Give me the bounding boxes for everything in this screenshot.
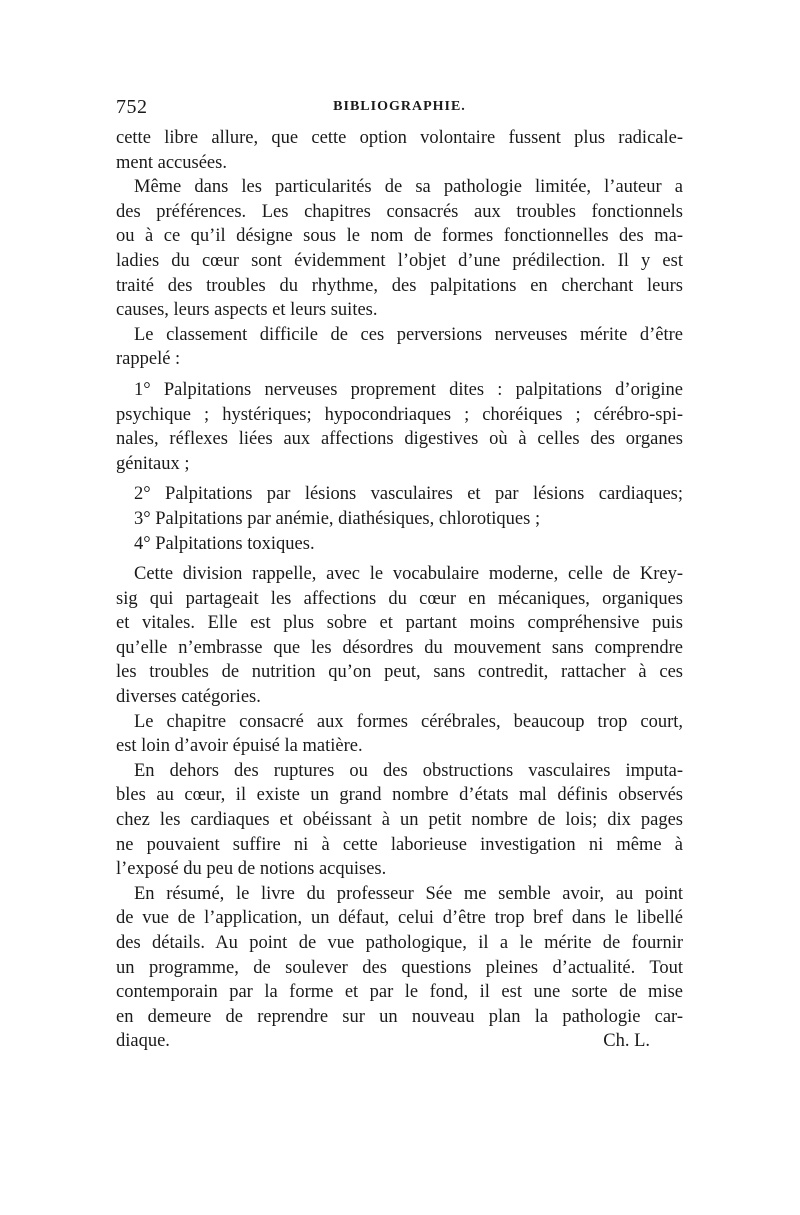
text-line: l’exposé du peu de notions acquises. [116, 859, 387, 880]
text-line: ne pouvaient suffire ni à cette laborieuse investigation ni même à [116, 834, 683, 855]
text-line: cette libre allure, que cette option volontaire fussent plus radicale- [116, 128, 683, 148]
text-line: Le classement difficile de ces perversions nerveuses mérite d’être [134, 324, 683, 345]
text-line: En résumé, le livre du professeur Sée me semble avoir, au point [134, 883, 683, 904]
text-line: un programme, de soulever des questions pleines d’actualité. Tout [116, 957, 683, 978]
text-line: rappelé : [116, 349, 181, 370]
text-line: chez les cardiaques et obéissant à un petit nombre de lois; dix pages [116, 810, 683, 831]
text-line: en demeure de reprendre sur un nouveau plan la pathologie car- [116, 1006, 683, 1027]
text-line: qu’elle n’embrasse que les désordres du mouvement sans comprendre [116, 637, 683, 658]
list-item: 2° Palpitations par lésions vasculaires et par lésions cardiaques; [134, 484, 683, 505]
text-line: bles au cœur, il existe un grand nombre d’états mal définis observés [116, 785, 683, 806]
text-line: ou à ce qu’il désigne sous le nom de formes fonctionnelles des ma- [116, 226, 683, 247]
text-line: Même dans les particularités de sa pathologie limitée, l’auteur a [134, 177, 683, 198]
author-signature: Ch. L. [603, 1031, 650, 1052]
text-line: causes, leurs aspects et leurs suites. [116, 300, 378, 321]
text-line: nales, réflexes liées aux affections digestives où à celles des organes [116, 429, 683, 450]
text-line: contemporain par la forme et par le fond, il est une sorte de mise [116, 982, 683, 1003]
text-line: traité des troubles du rhythme, des palpitations en cherchant leurs [116, 275, 683, 296]
text-line: Cette division rappelle, avec le vocabulaire moderne, celle de Krey- [134, 564, 683, 585]
text-line: des détails. Au point de vue pathologique, il a le mérite de fournir [116, 933, 683, 953]
text-line: sig qui partageait les affections du cœur en mécaniques, organiques [116, 588, 683, 609]
text-line: est loin d’avoir épuisé la matière. [116, 736, 363, 757]
text-line: ment accusées. [116, 152, 227, 173]
closing-line [116, 1029, 683, 1054]
text-line: génitaux ; [116, 453, 190, 474]
document-page [116, 96, 683, 1054]
text-line: les troubles de nutrition qu’on peut, sans contredit, rattacher à ces [116, 662, 683, 683]
text-line: En dehors des ruptures ou des obstructions vasculaires imputa- [134, 760, 683, 781]
text-line: diaque. [116, 1031, 170, 1052]
text-line: de vue de l’application, un défaut, celui d’être trop bref dans le libellé [116, 908, 683, 929]
text-line: des préférences. Les chapitres consacrés aux troubles fonctionnels [116, 201, 683, 222]
text-line: Le chapitre consacré aux formes cérébrales, beaucoup trop court, [134, 711, 683, 732]
text-line: ladies du cœur sont évidemment l’objet d’une prédilection. Il y est [116, 250, 683, 271]
page-number: 752 [116, 96, 148, 118]
list-item: 3° Palpitations par anémie, diathésiques, chlorotiques ; [134, 508, 541, 529]
list-item: 4° Palpitations toxiques. [134, 533, 315, 554]
text-line: psychique ; hystériques; hypocondriaques ; choréiques ; cérébro-spi- [116, 404, 683, 425]
section-title: BIBLIOGRAPHIE. [333, 99, 466, 114]
body-text [116, 126, 683, 1054]
list-item: 1° Palpitations nerveuses proprement dites : palpitations d’origine [134, 379, 683, 400]
running-head [116, 96, 683, 126]
text-line: diverses catégories. [116, 687, 261, 708]
text-line: et vitales. Elle est plus sobre et partant moins compréhensive puis [116, 613, 683, 634]
